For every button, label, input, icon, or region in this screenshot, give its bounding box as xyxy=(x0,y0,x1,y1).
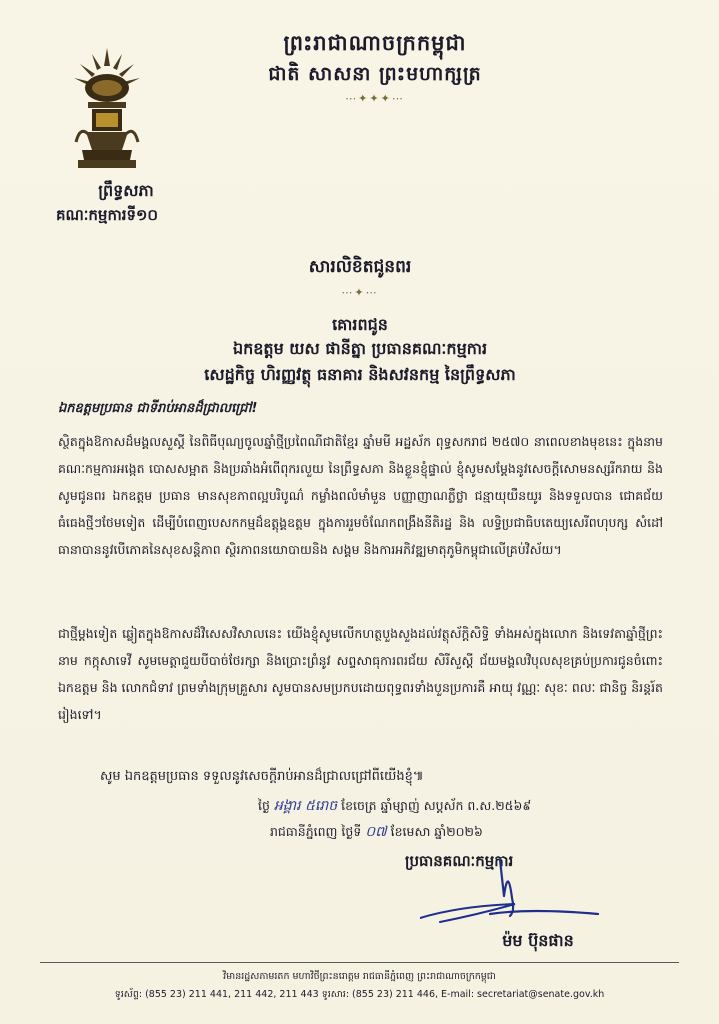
lunar-date-suffix: ខែចេត្រ ឆ្នាំម្សាញ់ សប្តស័ក ព.ស.២៥៦៩ xyxy=(341,798,532,813)
signature-mark xyxy=(420,856,600,926)
solar-date-suffix: ខែមេសា ឆ្នាំ២០២៦ xyxy=(390,824,483,839)
national-motto: ជាតិ សាសនា ព្រះមហាក្សត្រ xyxy=(268,63,482,85)
lunar-date xyxy=(258,796,668,817)
sender-dept: គណៈកម្មការទី១០ xyxy=(56,206,158,224)
lunar-date-prefix: ថ្ងៃ xyxy=(258,798,270,813)
solar-date-prefix: រាជធានីភ្នំពេញ ថ្ងៃទី xyxy=(270,824,362,839)
footer-divider xyxy=(40,962,679,963)
addressee-name: ឯកឧត្តម យស ផានីត្នា ប្រធានគណៈកម្មការ xyxy=(232,339,488,358)
addressee-greeting: គោរពជូន xyxy=(332,315,388,334)
body-paragraph-2: ជាថ្មីម្តងទៀត ឆ្លៀតក្នុងឱកាសដ៏វិសេសវិសាលនេះ យើងខ្ញុំសូមលើកហត្ថបួងសួងដល់វត្ថុស័ក្តិសិទ្ធិ ទាំងអស់ក្នុងលោក និងទេវតាឆ្នាំថ្មីព្រះនាម កក្កុសាទេវី សូមមេត្តាជួយបីបាច់ថែរក្សា និងប្រោះព្រំនូវ សព្ទសាធុការពរជ័យ សិរីសួស្តី ជ័យមង្គលវិបុលសុខគ្រប់ប្រការជូនចំពោះ ឯកឧត្តម និង លោកជំទាវ ព្រមទាំងក្រុមគ្រួសារ សូមបានសមប្រកបដោយពុទ្ធពរទាំងបួនប្រការគឺ អាយុ វណ្ណៈ សុខៈ ពលៈ ជានិច្ច និរន្តរ៍តរៀងទៅ។ xyxy=(58,626,663,722)
footer-contact: ទូរស័ព្ទ: (855 23) 211 441, 211 442, 211 443 ទូរសារ: (855 23) 211 446, E-mail: secretariat@senate.gov.kh xyxy=(114,989,605,1000)
solar-date-handwritten: ០៧ xyxy=(365,824,387,840)
senate-emblem-icon xyxy=(70,46,144,176)
kingdom-title: ព្រះរាជាណាចក្រកម្ពុជា xyxy=(283,30,467,55)
document-type: សារលិខិតជូនពរ xyxy=(308,257,412,277)
sender-org: ព្រឹទ្ធសភា xyxy=(98,181,154,200)
addressee-committee: សេដ្ឋកិច្ច ហិរញ្ញវត្ថុ ធនាគារ និងសវនកម្ម នៃព្រឹទ្ធសភា xyxy=(204,365,516,384)
title-ornament: ⋯✦⋯ xyxy=(341,286,379,299)
closing-line: សូម ឯកឧត្តមប្រធាន ទទួលនូវសេចក្តីរាប់អានដ៏ជ្រាលជ្រៅពីយើងខ្ញុំ៕ xyxy=(100,769,424,784)
body-paragraph-1: ស្ថិតក្នុងឱកាសដ៏មង្គលសួស្តី នៃពិធីបុណ្យចូលឆ្នាំថ្មីប្រពៃណីជាតិខ្មែរ ឆ្នាំមមី អដ្ឋស័ក ពុទ្ធសករាជ ២៥៧០ នាពេលខាងមុខនេះ ក្នុងនាមគណៈកម្មការអង្កេត បោសសម្អាត និងប្រឆាំងអំពើពុករលួយ នៃព្រឹទ្ធសភា និងខ្លួនខ្ញុំផ្ទាល់ ខ្ញុំសូមសម្តែងនូវសេចក្តីសោមនស្សរីករាយ និងសូមជូនពរ ឯកឧត្តម ប្រធាន មានសុខភាពល្អបរិបូណ៌ កម្លាំងពលំមាំមួន បញ្ញាញាណភ្លឺថ្លា ជន្មាយុយឺនយូរ និងទទួលបាន ជោគជ័យធំធេងថ្មីៗថែមទៀត ដើម្បីបំពេញបេសកកម្មដ៏ឧត្តុង្គឧត្តម ក្នុងការរួមចំណែកពង្រឹងនីតិរដ្ឋ និង លទ្ធិប្រជាធិបតេយ្យសេរីពហុបក្ស សំដៅធានាបាននូវបើភោគនៃសុខសន្តិភាព ស្ថិរភាពនយោបាយនិង សង្គម និងការអភិវឌ្ឍមាតុភូមិកម្ពុជាលើគ្រប់វិស័យ។ xyxy=(58,434,663,557)
footer-address: វិមានរដ្ឋសភាមរតក មហាវិថីព្រះនរោត្តម រាជធានីភ្នំពេញ ព្រះរាជាណាចក្រកម្ពុជា xyxy=(223,971,496,982)
header-ornament: ⋯✦✦✦⋯ xyxy=(345,92,405,105)
lunar-date-handwritten: អង្គារ ៥រោច xyxy=(273,798,338,814)
salutation: ឯកឧត្តមប្រធាន ជាទីរាប់អានដ៏ជ្រាលជ្រៅ! xyxy=(58,401,258,416)
signer-name: ម៉ម ប៊ុនផាន xyxy=(502,931,574,950)
signer-title: ប្រធានគណៈកម្មការ xyxy=(405,852,514,870)
solar-date xyxy=(270,822,670,843)
